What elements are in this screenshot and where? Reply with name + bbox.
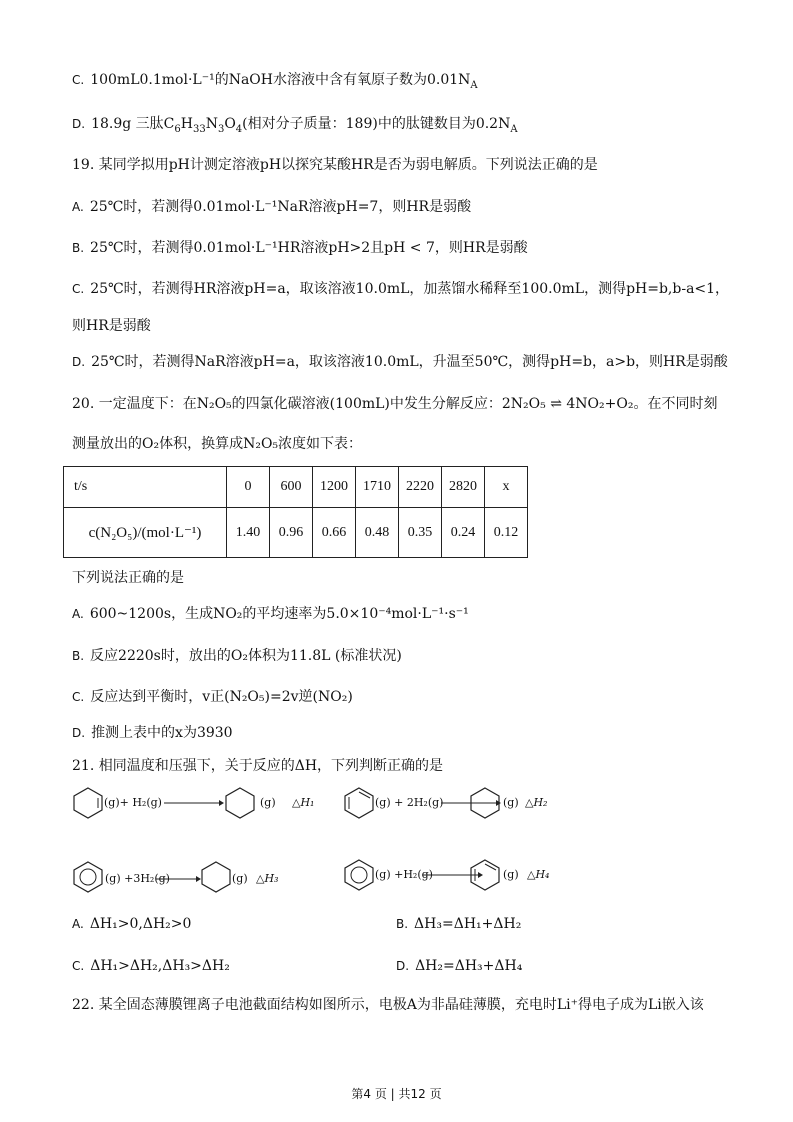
table-header-concentration: c(N₂O₅)/(mol·L⁻¹) bbox=[64, 508, 227, 558]
q20-stem-line1: 20. 一定温度下：在N₂O₅的四氯化碳溶液(100mL)中发生分解反应：2N₂O₅ ⇌ 4NO₂+O₂。在不同时刻 bbox=[72, 396, 718, 412]
table-cell: 1710 bbox=[356, 467, 399, 508]
table-cell: 0.24 bbox=[442, 508, 485, 558]
equation-4: (g) +H₂(g) (g) △H₄ bbox=[343, 858, 603, 894]
table-cell: 1200 bbox=[313, 467, 356, 508]
cyclohexane-structure bbox=[469, 786, 501, 820]
table-row-concentration bbox=[64, 508, 528, 558]
arrow-icon bbox=[156, 874, 201, 884]
page-footer: 第4 页 | 共12 页 bbox=[351, 1087, 442, 1101]
equation-1: (g)+ H₂(g) (g) △H₁ bbox=[72, 786, 332, 822]
q20-option-c: C. 反应达到平衡时，v正(N₂O₅)=2v逆(NO₂) bbox=[72, 689, 353, 705]
table-cell: x bbox=[485, 467, 528, 508]
q21-option-a: A. ΔH₁>0,ΔH₂>0 bbox=[72, 916, 192, 932]
table-row-time bbox=[64, 467, 528, 508]
q20-stem-line2: 测量放出的O₂体积，换算成N₂O₅浓度如下表： bbox=[72, 436, 363, 452]
q19-option-a: A. 25℃时，若测得0.01mol·L⁻¹NaR溶液pH=7，则HR是弱酸 bbox=[72, 199, 472, 215]
subscript: A bbox=[470, 79, 478, 91]
cyclohexene-structure bbox=[72, 786, 104, 820]
option-text-post: (相对分子质量：189)中的肽键数目为0.2N bbox=[242, 116, 511, 132]
q20-ask: 下列说法正确的是 bbox=[72, 570, 184, 586]
arrow-icon bbox=[164, 798, 224, 808]
benzene-structure bbox=[343, 858, 375, 892]
table-cell: 1.40 bbox=[227, 508, 270, 558]
table-cell: 2220 bbox=[399, 467, 442, 508]
equation-3: (g) +3H₂(g) (g) △H₃ bbox=[72, 860, 332, 896]
q21-stem: 21. 相同温度和压强下，关于反应的ΔH，下列判断正确的是 bbox=[72, 758, 444, 774]
table-cell: 0.96 bbox=[270, 508, 313, 558]
q19-option-b: B. 25℃时，若测得0.01mol·L⁻¹HR溶液pH>2且pH < 7，则HR是弱酸 bbox=[72, 240, 528, 256]
q21-option-c: C. ΔH₁>ΔH₂,ΔH₃>ΔH₂ bbox=[72, 958, 230, 974]
q19-option-d: D. 25℃时，若测得NaR溶液pH=a，取该溶液10.0mL，升温至50℃，测得pH=b，a>b，则HR是弱酸 bbox=[72, 354, 728, 370]
q19-option-c: C. 25℃时，若测得HR溶液pH=a，取该溶液10.0mL，加蒸馏水稀释至100.0mL，测得pH=b,b-a<1， bbox=[72, 281, 730, 297]
q20-option-b: B. 反应2220s时，放出的O₂体积为11.8L (标准状况) bbox=[72, 648, 402, 664]
q18-option-c bbox=[72, 70, 478, 96]
table-header-time: t/s bbox=[64, 467, 227, 508]
table-cell: 0.12 bbox=[485, 508, 528, 558]
table-cell: 600 bbox=[270, 467, 313, 508]
equation-2: (g) + 2H₂(g) (g) △H₂ bbox=[343, 786, 603, 822]
q22-stem: 22. 某全固态薄膜锂离子电池截面结构如图所示，电极A为非晶硅薄膜，充电时Li⁺得电子成为Li嵌入该 bbox=[72, 997, 704, 1013]
option-text-pre: 18.9g 三肽C bbox=[91, 116, 175, 132]
concentration-table bbox=[63, 466, 528, 558]
cyclohexadiene-structure bbox=[343, 786, 375, 820]
q20-option-a: A. 600~1200s，生成NO₂的平均速率为5.0×10⁻⁴mol·L⁻¹·s⁻¹ bbox=[72, 606, 469, 622]
cyclohexane-structure bbox=[200, 860, 232, 894]
cyclohexane-structure bbox=[224, 786, 256, 820]
q21-option-d: D. ΔH₂=ΔH₃+ΔH₄ bbox=[396, 958, 523, 974]
option-text: 100mL0.1mol·L⁻¹的NaOH水溶液中含有氧原子数为0.01N bbox=[90, 72, 471, 88]
q20-option-d: D. 推测上表中的x为3930 bbox=[72, 725, 233, 741]
q18-option-d: D. 18.9g 三肽$C_6H_{33}N_3O_4$(相对分子质量：189)中的肽键数目为$0.2N_A$ bbox=[72, 116, 518, 135]
benzene-structure bbox=[72, 860, 104, 894]
cyclohexadiene-structure bbox=[469, 858, 501, 892]
table-cell: 0.66 bbox=[313, 508, 356, 558]
table-cell: 0.48 bbox=[356, 508, 399, 558]
option-label: D. bbox=[72, 117, 86, 131]
table-cell: 0 bbox=[227, 467, 270, 508]
table-cell: 2820 bbox=[442, 467, 485, 508]
q21-option-b: B. ΔH₃=ΔH₁+ΔH₂ bbox=[396, 916, 522, 932]
q19-stem: 19. 某同学拟用pH计测定溶液pH以探究某酸HR是否为弱电解质。下列说法正确的是 bbox=[72, 157, 598, 173]
option-label: C. bbox=[72, 73, 85, 87]
q19-option-c-cont: 则HR是弱酸 bbox=[72, 318, 151, 334]
table-cell: 0.35 bbox=[399, 508, 442, 558]
